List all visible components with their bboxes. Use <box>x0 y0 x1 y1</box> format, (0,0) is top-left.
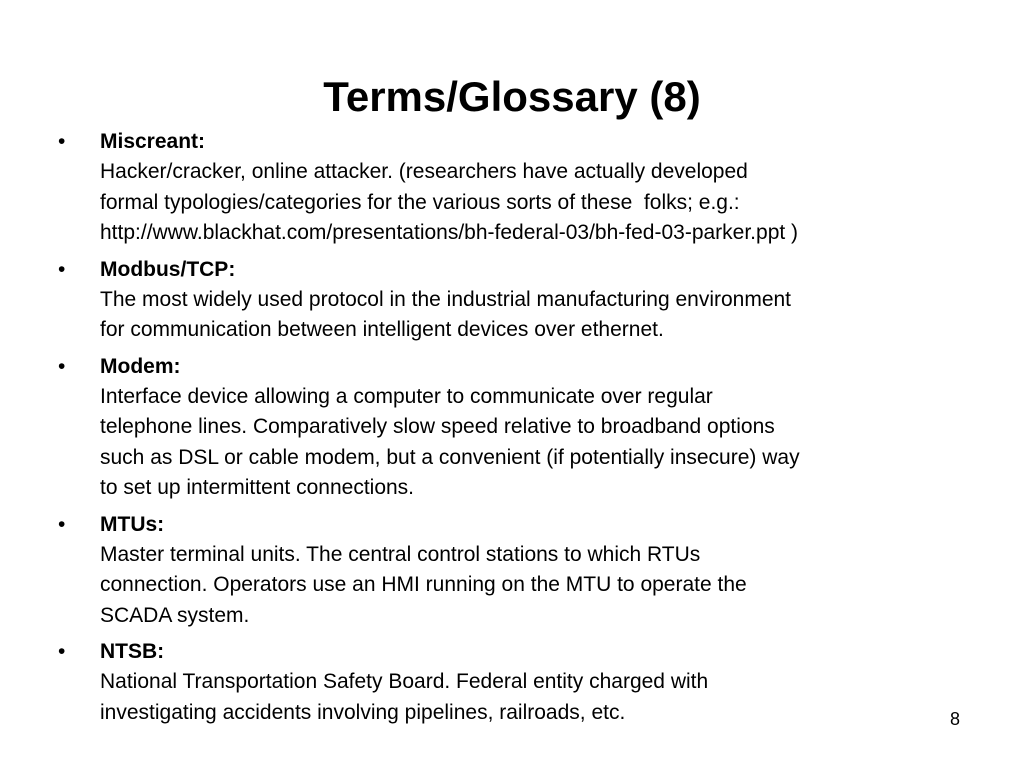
glossary-item <box>56 352 976 504</box>
term-definition-line: Master terminal units. The central control stations to which RTUs <box>100 542 701 566</box>
term-name: Modbus/TCP: <box>100 257 236 281</box>
bullet-icon: • <box>58 257 66 281</box>
bullet-icon: • <box>58 130 66 153</box>
term-definition-line: to set up intermittent connections. <box>100 476 415 499</box>
term-name: NTSB: <box>100 640 165 663</box>
term-definition-line: Hacker/cracker, online attacker. (researchers have actually developed <box>100 160 748 183</box>
slide-title: Terms/Glossary (8) <box>323 73 701 121</box>
term-definition-line: http://www.blackhat.com/presentations/bh-federal-03/bh-fed-03-parker.ppt ) <box>100 221 799 244</box>
bullet-icon: • <box>58 640 66 663</box>
term-name: Modem: <box>100 354 181 378</box>
page-number: 8 <box>949 709 960 729</box>
glossary-list <box>56 127 976 734</box>
term-definition-line: National Transportation Safety Board. Federal entity charged with <box>100 670 709 693</box>
term-definition-line: investigating accidents involving pipelines, railroads, etc. <box>100 700 626 724</box>
term-definition-line: Interface device allowing a computer to communicate over regular <box>100 384 713 408</box>
glossary-item <box>56 637 976 728</box>
term-name: Miscreant: <box>100 130 206 153</box>
term-definition-line: SCADA system. <box>100 603 250 627</box>
glossary-item <box>56 255 976 346</box>
term-definition-line: formal typologies/categories for the various sorts of these folks; e.g.: <box>100 190 740 214</box>
term-definition-line: for communication between intelligent devices over ethernet. <box>100 318 664 341</box>
term-definition-line: such as DSL or cable modem, but a convenient (if potentially insecure) way <box>100 445 800 469</box>
glossary-item <box>56 127 976 249</box>
term-definition-line: connection. Operators use an HMI running on the MTU to operate the <box>100 573 747 596</box>
glossary-item <box>56 510 976 632</box>
term-definition-line: telephone lines. Comparatively slow speed relative to broadband options <box>100 415 775 438</box>
bullet-icon: • <box>58 354 66 378</box>
bullet-icon: • <box>58 512 66 536</box>
term-definition-line: The most widely used protocol in the industrial manufacturing environment <box>100 287 792 311</box>
term-name: MTUs: <box>100 512 165 536</box>
